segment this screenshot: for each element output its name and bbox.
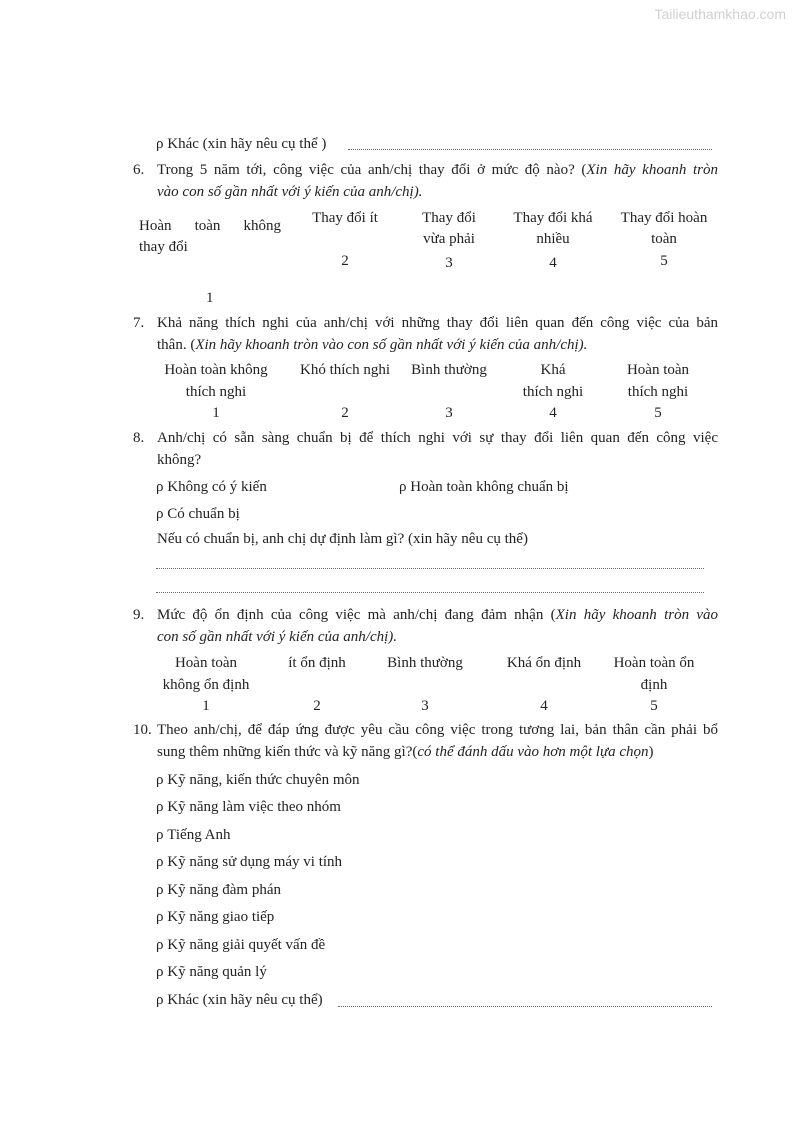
scale-label: toàn xyxy=(651,231,677,247)
question-number: 10. xyxy=(133,722,152,738)
question-8-line-1: Anh/chị có sẵn sàng chuẩn bị để thích nghi với sự thay đổi liên quan đến công việc xyxy=(157,430,718,446)
answer-blank-line[interactable] xyxy=(348,149,712,150)
scale-label: Hoàn toàn xyxy=(174,655,238,671)
option-label: Có chuẩn bị xyxy=(167,506,240,522)
option-label: Kỹ năng giao tiếp xyxy=(167,909,275,925)
scale-value[interactable]: 2 xyxy=(313,698,321,714)
scale-value[interactable]: 5 xyxy=(660,253,668,269)
question-number: 8. xyxy=(133,430,145,446)
scale-value[interactable]: 1 xyxy=(212,405,220,421)
scale-label: Khá xyxy=(540,362,566,378)
checkbox-bullet-icon: ρ xyxy=(156,799,164,815)
option-label: Kỹ năng quản lý xyxy=(167,964,267,980)
option-label: Kỹ năng, kiến thức chuyên môn xyxy=(167,772,360,788)
scale-value[interactable]: 4 xyxy=(549,255,557,271)
question-6-line-1: Trong 5 năm tới, công việc của anh/chị thay đổi ở mức độ nào? (Xin hãy khoanh tròn xyxy=(157,162,718,178)
option-other-top[interactable] xyxy=(156,134,326,154)
scale-value[interactable]: 5 xyxy=(650,698,658,714)
scale-label: Thay đổi xyxy=(422,210,476,226)
answer-blank-line[interactable] xyxy=(338,1006,712,1007)
watermark: Tailieuthamkhao.com xyxy=(654,6,786,22)
scale-value[interactable]: 4 xyxy=(540,698,548,714)
scale-value[interactable]: 3 xyxy=(421,698,429,714)
scale-label: thích nghi xyxy=(185,384,247,400)
answer-blank-line[interactable] xyxy=(156,592,704,593)
scale-label: Hoàn toàn không xyxy=(139,218,282,234)
option-label: Hoàn toàn không chuẩn bị xyxy=(410,479,569,495)
option-label: Kỹ năng làm việc theo nhóm xyxy=(167,799,341,815)
scale-value[interactable]: 1 xyxy=(202,698,210,714)
option-label: Tiếng Anh xyxy=(167,827,231,843)
option-teamwork[interactable] xyxy=(156,797,341,817)
scale-label: Bình thường xyxy=(387,655,463,671)
scale-label: Khá ổn định xyxy=(506,655,582,671)
option-label: Kỹ năng giải quyết vấn đề xyxy=(167,937,326,953)
scale-label: vừa phải xyxy=(423,231,475,247)
option-management[interactable] xyxy=(156,962,267,982)
question-10-line-1: Theo anh/chị, để đáp ứng được yêu cầu công việc trong tương lai, bản thân cần phải bổ xyxy=(157,722,718,738)
option-problem-solving[interactable] xyxy=(156,935,325,955)
option-no-opinion[interactable] xyxy=(156,477,267,497)
checkbox-bullet-icon: ρ xyxy=(156,136,164,152)
scale-label: thay đổi xyxy=(139,239,188,255)
option-other[interactable] xyxy=(156,990,323,1010)
scale-value[interactable]: 2 xyxy=(341,253,349,269)
option-computer-skills[interactable] xyxy=(156,852,342,872)
scale-label: Thay đổi khá xyxy=(513,210,593,226)
question-10-line-2: sung thêm những kiến thức và kỹ năng gì?(có thể đánh dấu vào hơn một lựa chọn) xyxy=(157,744,654,760)
option-label: Kỹ năng đàm phán xyxy=(167,882,281,898)
checkbox-bullet-icon: ρ xyxy=(156,854,164,870)
question-8-line-2: không? xyxy=(157,452,202,468)
scale-label: Hoàn toàn ổn xyxy=(613,655,695,671)
option-not-prepared[interactable] xyxy=(399,477,569,497)
scale-value[interactable]: 4 xyxy=(549,405,557,421)
followup-question: Nếu có chuẩn bị, anh chị dự định làm gì? (xin hãy nêu cụ thể) xyxy=(157,531,528,547)
question-number: 6. xyxy=(133,162,145,178)
scale-value[interactable]: 3 xyxy=(445,405,453,421)
scale-label: nhiều xyxy=(536,231,570,247)
scale-label: Hoàn toàn xyxy=(626,362,690,378)
scale-label: Hoàn toàn không xyxy=(164,362,268,378)
checkbox-bullet-icon: ρ xyxy=(156,506,164,522)
checkbox-bullet-icon: ρ xyxy=(156,479,164,495)
answer-blank-line[interactable] xyxy=(156,568,704,569)
option-prepared[interactable] xyxy=(156,504,240,524)
checkbox-bullet-icon: ρ xyxy=(156,827,164,843)
question-number: 9. xyxy=(133,607,145,623)
scale-value[interactable]: 2 xyxy=(341,405,349,421)
scale-value[interactable]: 3 xyxy=(445,255,453,271)
scale-value[interactable]: 5 xyxy=(654,405,662,421)
scale-label: ít ổn định xyxy=(288,655,346,671)
option-communication[interactable] xyxy=(156,907,274,927)
scale-label: thích nghi xyxy=(627,384,689,400)
checkbox-bullet-icon: ρ xyxy=(156,882,164,898)
option-label: Khác (xin hãy nêu cụ thể) xyxy=(167,992,323,1008)
scale-label: không ổn định xyxy=(162,677,250,693)
checkbox-bullet-icon: ρ xyxy=(156,964,164,980)
option-english[interactable] xyxy=(156,825,230,845)
scale-label: thích nghi xyxy=(522,384,584,400)
question-number: 7. xyxy=(133,315,145,331)
question-6-line-2: vào con số gần nhất với ý kiến của anh/chị). xyxy=(157,184,423,200)
scale-label: định xyxy=(640,677,668,693)
option-label: Kỹ năng sử dụng máy vi tính xyxy=(167,854,343,870)
checkbox-bullet-icon: ρ xyxy=(156,937,164,953)
option-label: Khác (xin hãy nêu cụ thể ) xyxy=(167,136,327,152)
question-7-line-2: thân. (Xin hãy khoanh tròn vào con số gần nhất với ý kiến của anh/chị). xyxy=(157,337,588,353)
question-7-line-1: Khả năng thích nghi của anh/chị với những thay đổi liên quan đến công việc của bản xyxy=(157,315,718,331)
checkbox-bullet-icon: ρ xyxy=(399,479,407,495)
scale-value[interactable]: 1 xyxy=(206,290,214,306)
checkbox-bullet-icon: ρ xyxy=(156,992,164,1008)
question-9-line-2: con số gần nhất với ý kiến của anh/chị). xyxy=(157,629,398,645)
scale-label: Thay đổi ít xyxy=(312,210,378,226)
option-label: Không có ý kiến xyxy=(167,479,267,495)
scale-label: Bình thường xyxy=(411,362,487,378)
question-9-line-1: Mức độ ổn định của công việc mà anh/chị đang đảm nhận (Xin hãy khoanh tròn vào xyxy=(157,607,718,623)
scale-label: Khó thích nghi xyxy=(300,362,390,378)
scale-label: Thay đổi hoàn xyxy=(620,210,708,226)
checkbox-bullet-icon: ρ xyxy=(156,909,164,925)
option-professional-skills[interactable] xyxy=(156,770,360,790)
option-negotiation[interactable] xyxy=(156,880,281,900)
checkbox-bullet-icon: ρ xyxy=(156,772,164,788)
